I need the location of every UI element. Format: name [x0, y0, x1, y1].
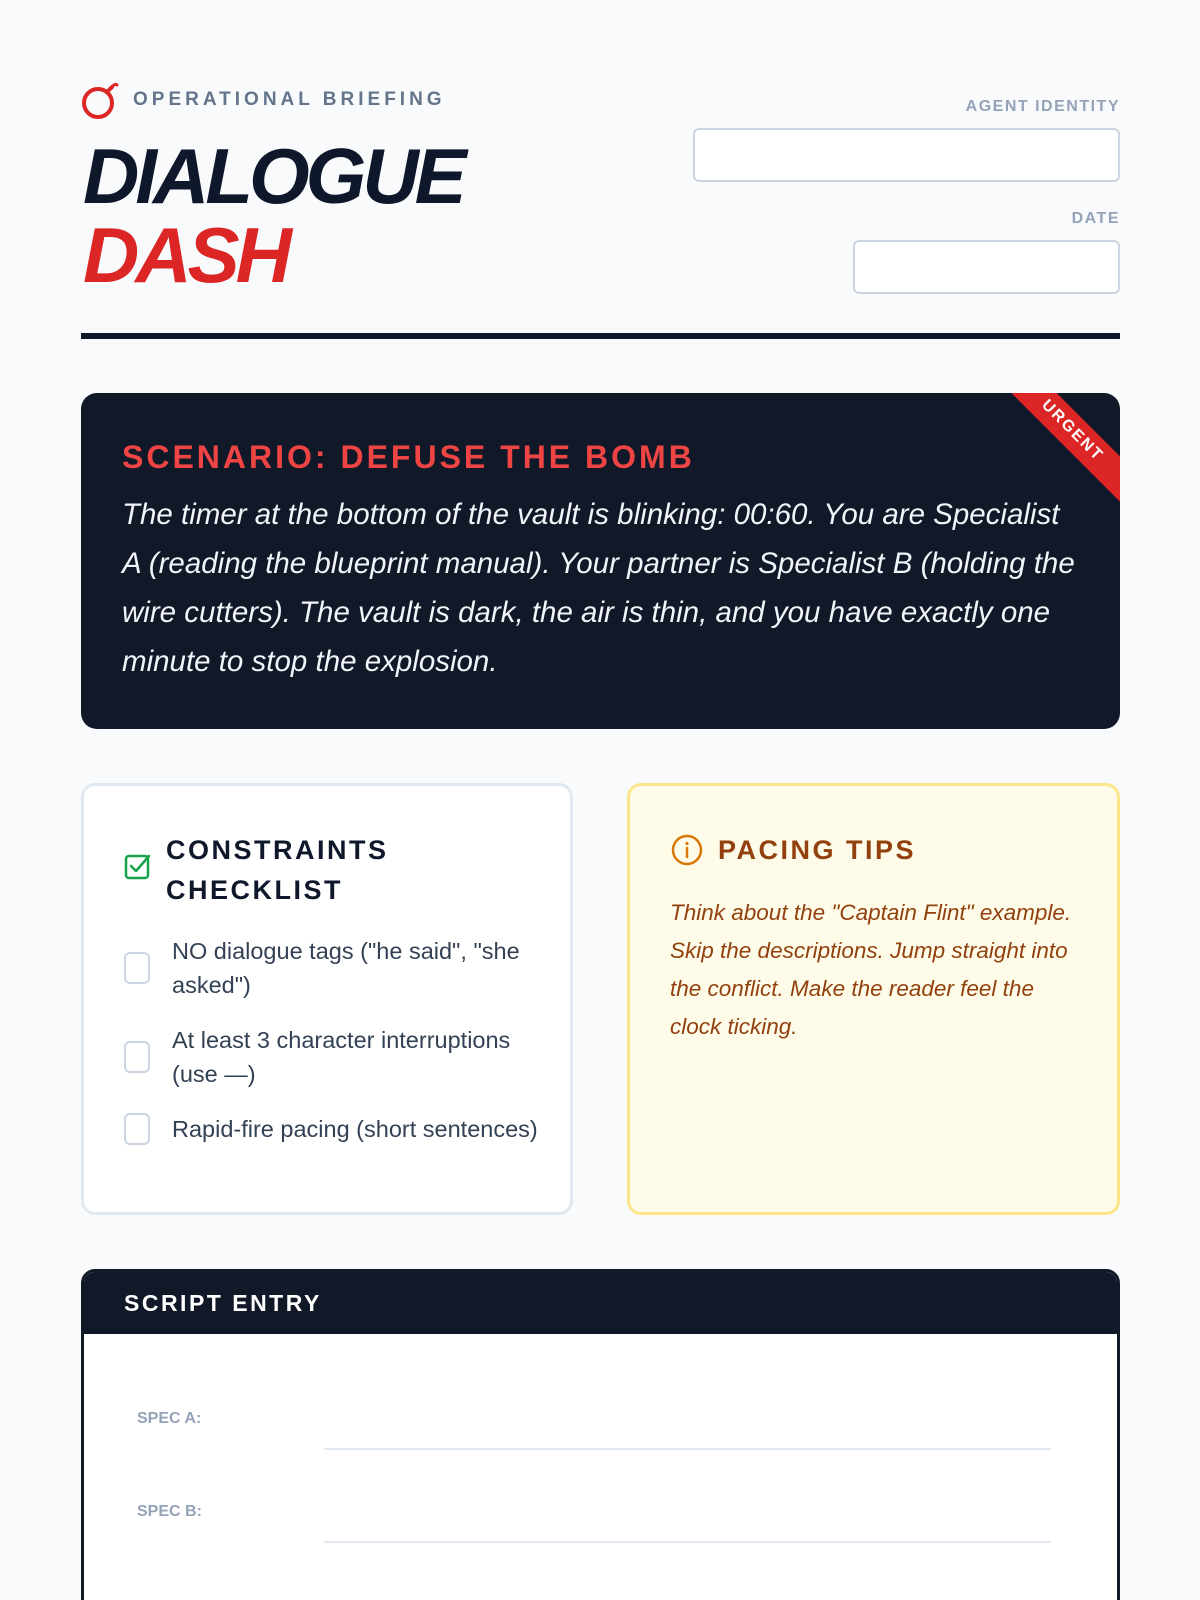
checkbox[interactable]	[124, 1113, 150, 1145]
urgent-ribbon: URGENT	[997, 393, 1120, 506]
speaker-label: SPEC B:	[137, 1503, 202, 1520]
page-title-line2: DASH	[83, 211, 289, 299]
scenario-body: The timer at the bottom of the vault is blinking: 00:60. You are Specialist A (reading the blueprint manual). Your partner is Specialist B (holding the wire cutters). The vault is dark, the air is thin, and you have exactly one minute to stop the explosion.	[122, 498, 1075, 678]
page-title-line1: DIALOGUE	[83, 132, 463, 220]
script-line-input[interactable]	[324, 1541, 1051, 1543]
script-entry	[81, 1269, 1120, 1600]
constraints-card	[81, 783, 573, 1215]
checklist-item-label: At least 3 character interruptions (use —)	[172, 1027, 511, 1087]
script-entry-title: SCRIPT ENTRY	[84, 1272, 1117, 1334]
checklist-item-label: NO dialogue tags ("he said", "she asked")	[172, 938, 520, 998]
scenario-card	[81, 393, 1120, 729]
date-label: DATE	[1071, 210, 1120, 227]
pacing-tips-card	[627, 783, 1120, 1215]
constraints-list	[124, 934, 544, 1167]
checklist-item	[124, 934, 544, 1002]
checkbox-check-icon	[124, 852, 152, 880]
checklist-item	[124, 1023, 544, 1091]
header-divider	[81, 333, 1120, 339]
constraints-title: CONSTRAINTS CHECKLIST	[166, 835, 389, 905]
checklist-item-label: Rapid-fire pacing (short sentences)	[172, 1116, 538, 1142]
pacing-tips-title: PACING TIPS	[718, 835, 917, 865]
bomb-icon	[81, 80, 119, 120]
checkbox[interactable]	[124, 952, 150, 984]
pacing-tips-text: Think about the "Captain Flint" example. Skip the descriptions. Jump straight into the conflict. Make the reader feel the clock ticking.	[670, 900, 1072, 1039]
agent-identity-input[interactable]	[693, 128, 1120, 182]
eyebrow	[81, 80, 446, 120]
date-input[interactable]	[853, 240, 1120, 294]
constraints-header	[124, 830, 446, 910]
script-line-input[interactable]	[324, 1448, 1051, 1450]
checklist-item	[124, 1112, 544, 1146]
agent-identity-label: AGENT IDENTITY	[965, 98, 1120, 115]
checkbox[interactable]	[124, 1041, 150, 1073]
scenario-title: SCENARIO: DEFUSE THE BOMB	[122, 439, 695, 475]
pacing-tips-header	[670, 830, 916, 870]
header	[81, 0, 1120, 341]
worksheet	[81, 0, 1120, 1520]
info-circle-icon	[670, 833, 704, 867]
speaker-label: SPEC A:	[137, 1410, 202, 1427]
eyebrow-text: OPERATIONAL BRIEFING	[133, 89, 446, 110]
